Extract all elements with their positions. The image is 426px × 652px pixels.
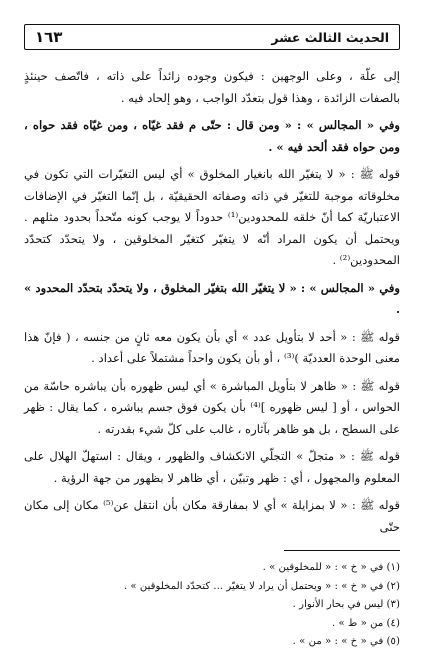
paragraph: قوله ﷺ : « لا بمزايلة » أي لا بمفارقة مكان بأن انتقل عن⁽⁵⁾ مكان إلى مكان حتّى — [24, 498, 401, 534]
running-header — [24, 24, 400, 50]
footnote: (٣) ليس في بحار الأنوار . — [292, 599, 400, 610]
footnote: (٥) في « خ » : « من » . — [292, 636, 400, 647]
footnote-divider — [284, 550, 400, 551]
paragraph: قوله ﷺ : « ظاهر لا بتأويل المباشرة » أي ليس ظهوره بأن يباشره حاسّة من الحواس ، أو [ ليس ظهوره ]⁽⁴⁾ بأن يكون فوق جسم يباشره ، كما يقال : ظهر على السطح ، بل هو ظاهر بآثاره ، غالب على كلّ شيء بقدرته . — [24, 378, 400, 436]
paragraph: قوله ﷺ : « أحد لا بتأويل عدد » أي بأن يكون معه ثانٍ من جنسه ، ( فإنّ هذا معنى الوحدة العدديّة )⁽³⁾ ، أو بأن يكون واحداً مشتملاً على أعداد . — [24, 329, 400, 365]
page-number: ١٦٣ — [35, 28, 63, 46]
paragraph: إلى علّة ، وعلى الوجهين : فيكون وجوده زائداً على ذاته ، فاتّصف حينئذٍ بالصفات الزائدة ، وهذا قول بتعدّد الواجب ، وهو إلحاد فيه . — [24, 69, 400, 105]
footnote: (٢) في « خ » : « ويحتمل أن يراد لا يتغيّر ... كتحدّد المخلوقين » . — [123, 580, 400, 592]
footnotes — [24, 559, 400, 652]
footnote: (٤) من « ط » . — [332, 617, 400, 629]
main-text — [24, 66, 400, 538]
paragraph: قوله ﷺ : « متجلّ » التجلّي الانكشاف والظهور ، ويقال : استهلّ الهلال على المعلوم والمجهول ، أي : ظهر وتبيّن ، أي ظاهر لا بظهور من جهة الرؤية . — [24, 449, 400, 485]
footnote: (١) في « خ » : « للمخلوقين » . — [262, 562, 400, 573]
paragraph: وفي « المجالس » : « ومن قال : حتّى م فقد غيّاه ، ومن غيّاه فقد حواه ، ومن حواه فقد ألحد فيه » . — [24, 118, 400, 154]
paragraph: وفي « المجالس » : « لا يتغيّر الله بتغيّر المخلوق ، ولا يتحدّد بتحدّد المحدود » . — [24, 280, 400, 316]
chapter-title: الحديث الثالث عشر — [271, 29, 389, 45]
paragraph: قوله ﷺ : « لا يتغيّر الله بانغيار المخلوق » أي ليس التغيّرات التي تكون في مخلوقاته موجبة للتغيّر في ذاته وصفاته الحقيقيّة ، بل إنّما التغيّر في الإضافات الاعتباريّة كما أنّ خلقه للمحدودين⁽¹⁾ حدوداً لا يوجب كونه متّحداً بحدود مثلهم . ويحتمل أن يكون المراد أنّه لا يتغيّر كتغيّر المخلوقين ، ولا يتحدّد كتحدّد المحدودين⁽²⁾ . — [24, 167, 400, 267]
